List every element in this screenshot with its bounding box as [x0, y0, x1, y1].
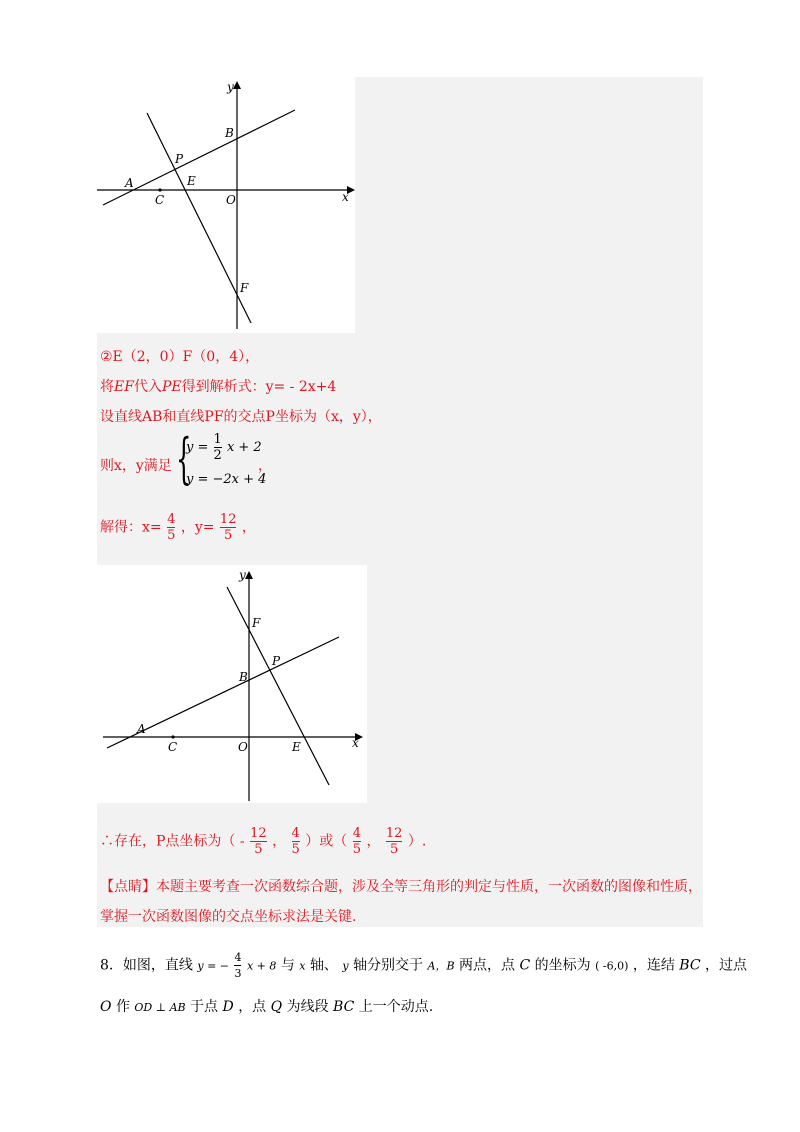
solution-line-3: 设直线AB和直线PF的交点P坐标为（x，y），: [100, 409, 382, 425]
solution-line-1: ②E（2，0）F（0，4），: [100, 349, 260, 365]
equation-1: y = $\frac{1}{2}$ x + 2: [186, 432, 262, 463]
figure-2: [97, 565, 367, 803]
label-x: x: [342, 190, 349, 204]
left-brace: {: [176, 427, 192, 490]
slope-fraction: $\frac{4}{3}$: [234, 951, 242, 980]
label-x: x: [352, 736, 359, 750]
label-b: B: [239, 670, 248, 684]
label-a: A: [137, 722, 146, 736]
solution-line-2: 将EF代入PE得到解析式：y= - 2x+4: [100, 379, 337, 395]
label-p: P: [175, 152, 184, 166]
point-c: [171, 735, 174, 738]
coord-1-y: $\frac{4}{5}$: [291, 826, 300, 857]
label-o: O: [238, 740, 248, 754]
label-c: C: [168, 740, 178, 754]
eq1-fraction: $\frac{1}{2}$: [213, 432, 222, 463]
comment-line-1: 【点睛】本题主要考查一次函数综合题，涉及全等三角形的判定与性质，一次函数的图像和性质，: [100, 879, 702, 895]
line-ab: [103, 110, 295, 205]
label-c: C: [155, 193, 165, 207]
label-y: y: [227, 80, 234, 94]
label-f: F: [240, 281, 249, 295]
conclusion-line: ∴存在，P点坐标为（ - $\frac{12}{5}$ ， $\frac{4}{5}$ ）或（ $\frac{4}{5}$ ， $\frac{12}{5}$ ）.: [100, 826, 427, 857]
label-p: P: [272, 654, 281, 668]
solution-line-4: 则x，y满足: [100, 458, 172, 474]
coord-2-y: $\frac{12}{5}$: [385, 826, 403, 857]
point-c: [158, 188, 161, 191]
solution-line-5: 解得：x= $\frac{4}{5}$ ，y= $\frac{12}{5}$ ，: [100, 512, 256, 543]
line-pf: [227, 587, 329, 785]
solution-line-4-comma: ，: [258, 458, 272, 474]
label-a: A: [125, 176, 134, 190]
label-e: E: [187, 174, 196, 188]
y-axis-arrow: [233, 81, 241, 89]
label-y: y: [239, 568, 246, 582]
label-f: F: [252, 616, 261, 630]
y-axis-arrow: [245, 571, 253, 579]
comment-line-2: 掌握一次函数图像的交点坐标求法是关键.: [100, 909, 357, 925]
equation-system: [176, 427, 267, 492]
x-fraction: $\frac{4}{5}$: [167, 512, 176, 543]
label-b: B: [225, 126, 234, 140]
question-8-line-1: 8．如图，直线 y = − $\frac{4}{3}$ x + 8 与 x 轴、 y 轴分别交于 A，B 两点，点 C 的坐标为 ( -6,0) ，连结 BC ，过点: [100, 951, 747, 980]
line-pf: [147, 113, 251, 323]
y-fraction: $\frac{12}{5}$: [219, 512, 237, 543]
label-o: O: [226, 193, 236, 207]
figure-1: [97, 77, 355, 333]
equation-2: y = −2x + 4: [186, 472, 267, 487]
question-8-line-2: O 作 OD ⊥ AB 于点 D ，点 Q 为线段 BC 上一个动点.: [100, 999, 434, 1015]
coord-1-x: $\frac{12}{5}$: [250, 826, 267, 857]
label-e: E: [292, 740, 301, 754]
coord-2-x: $\frac{4}{5}$: [352, 826, 361, 857]
